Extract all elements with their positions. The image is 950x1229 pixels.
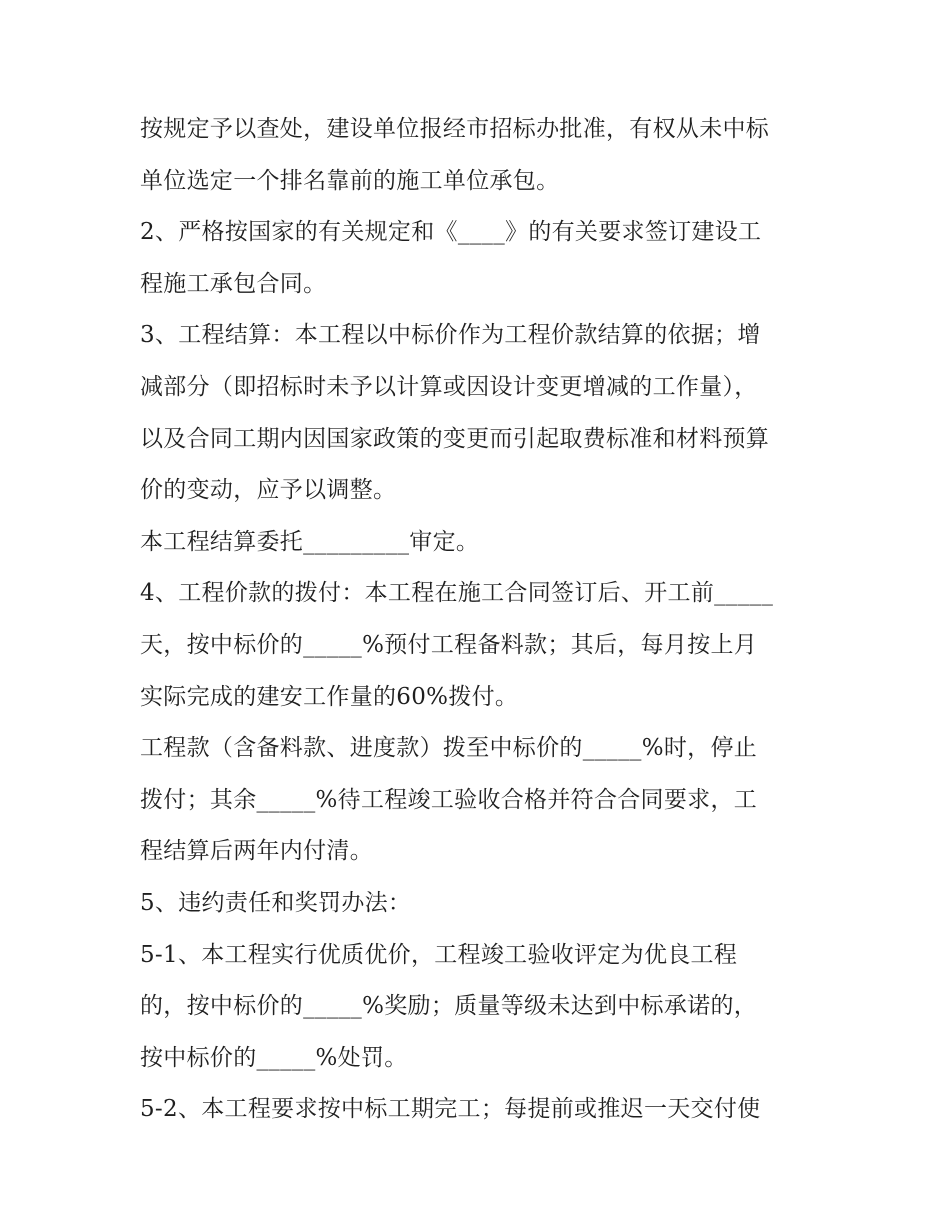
text-line: 5-2、本工程要求按中标工期完工；每提前或推迟一天交付使 xyxy=(140,1096,761,1123)
text-line: 按规定予以查处，建设单位报经市招标办批准，有权从未中标 xyxy=(140,116,770,142)
text-line: 5-1、本工程实行优质优价，工程竣工验收评定为优良工程 xyxy=(140,941,738,968)
text-line: 单位选定一个排名靠前的施工单位承包。 xyxy=(140,167,560,194)
text-line: 价的变动，应予以调整。 xyxy=(140,477,397,504)
text-line: 的，按中标价的_____%奖励；质量等级未达到中标承诺的， xyxy=(140,993,758,1020)
text-line: 减部分（即招标时未予以计算或因设计变更增减的工作量）， xyxy=(140,373,758,400)
text-line: 按中标价的_____%处罚。 xyxy=(140,1044,408,1071)
text-line: 2、严格按国家的有关规定和《____》的有关要求签订建设工 xyxy=(140,219,762,246)
text-line: 程结算后两年内付清。 xyxy=(140,838,373,865)
text-line: 4、工程价款的拨付：本工程在施工合同签订后、开工前_____ xyxy=(140,580,774,607)
text-line: 天，按中标价的_____%预付工程备料款；其后，每月按上月 xyxy=(140,631,758,658)
text-line: 3、工程结算：本工程以中标价作为工程价款结算的依据；增 xyxy=(140,322,761,349)
text-line: 实际完成的建安工作量的60%拨付。 xyxy=(140,683,519,710)
text-line: 以及合同工期内因国家政策的变更而引起取费标准和材料预算 xyxy=(140,425,770,452)
text-line: 工程款（含备料款、进度款）拨至中标价的_____%时，停止 xyxy=(140,735,758,762)
text-line: 程施工承包合同。 xyxy=(140,270,327,297)
text-line: 本工程结算委托_________审定。 xyxy=(140,528,480,555)
text-line: 拨付；其余_____%待工程竣工验收合格并符合合同要求，工 xyxy=(140,786,758,813)
document-body xyxy=(140,104,820,1136)
text-line: 5、违约责任和奖罚办法： xyxy=(140,889,412,916)
